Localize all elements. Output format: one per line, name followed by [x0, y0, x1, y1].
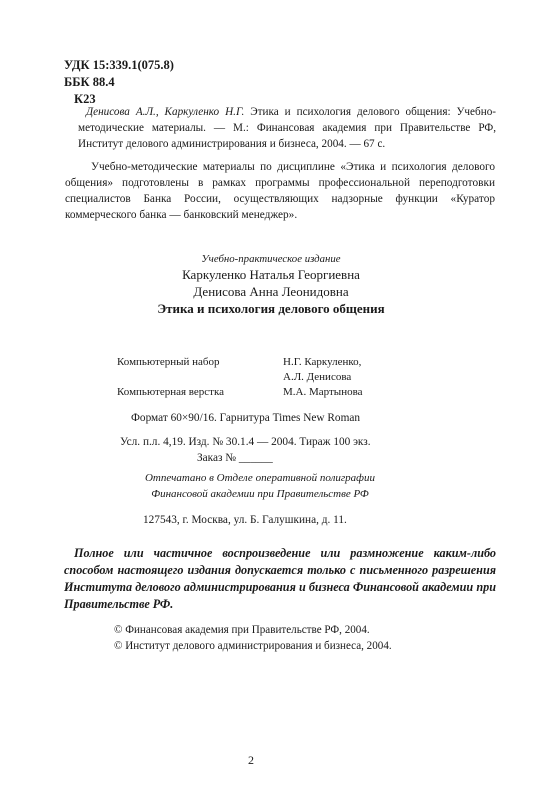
order-line: Заказ № ______ — [197, 452, 273, 464]
format-line: Формат 60×90/16. Гарнитура Times New Roman — [131, 412, 361, 424]
annotation: Учебно-методические материалы по дисциплине «Этика и психология делового общения» подготовлены в рамках программы профессиональной переподготовки специалистов Банка России, осуществляющих надзорные функции «Куратор коммерческого банка — банковский менеджер». — [65, 161, 495, 221]
sheets-line: Усл. п.л. 4,19. Изд. № 30.1.4 — 2004. Тираж 100 экз. — [120, 436, 371, 448]
author-mark: К23 — [74, 92, 96, 106]
edition-authors — [0, 266, 542, 300]
layout-name: М.А. Мартынова — [283, 386, 363, 398]
edition-author-2: Денисова Анна Леонидовна — [193, 284, 349, 299]
bibliographic-record — [78, 104, 496, 152]
printer-address: 127543, г. Москва, ул. Б. Галушкина, д. 11. — [143, 514, 347, 526]
copyright-line-2: © Институт делового администрирования и бизнеса, 2004. — [114, 640, 392, 652]
edition-author-1: Каркуленко Наталья Георгиевна — [182, 267, 360, 282]
printed-line-1: Отпечатано в Отделе оперативной полиграфии — [144, 472, 375, 484]
classification-codes — [64, 57, 174, 108]
reproduction-notice: Полное или частичное воспроизведение или размножение каким-либо способом настоящего издания допускается только с письменного разрешения Института делового администрирования и бизнеса Финансовой академии при Правительстве РФ. — [64, 546, 496, 611]
udk-code: УДК 15:339.1(075.8) — [64, 58, 174, 72]
bbk-code: ББК 88.4 — [64, 75, 115, 89]
typing-name-2: А.Л. Денисова — [283, 371, 352, 383]
printed-line-2: Финансовой академии при Правительстве РФ — [151, 488, 369, 500]
edition-type: Учебно-практическое издание — [201, 253, 341, 265]
copyright-line-1: © Финансовая академия при Правительстве РФ, 2004. — [114, 624, 370, 636]
edition-title: Этика и психология делового общения — [157, 301, 385, 316]
biblio-text: Этика и психология делового общения: Учебно-методические материалы. — М.: Финансовая академия при Правительстве РФ, Институт делового администрирования и бизнеса, 2004. — 67 с. — [78, 106, 497, 150]
page-number: 2 — [248, 753, 254, 767]
typing-name-1: Н.Г. Каркуленко, — [283, 356, 362, 368]
printed-by — [0, 470, 520, 502]
biblio-authors: Денисова А.Л., Каркуленко Н.Г. — [86, 106, 245, 118]
typing-label: Компьютерный набор — [117, 356, 220, 368]
layout-label: Компьютерная верстка — [117, 386, 225, 398]
